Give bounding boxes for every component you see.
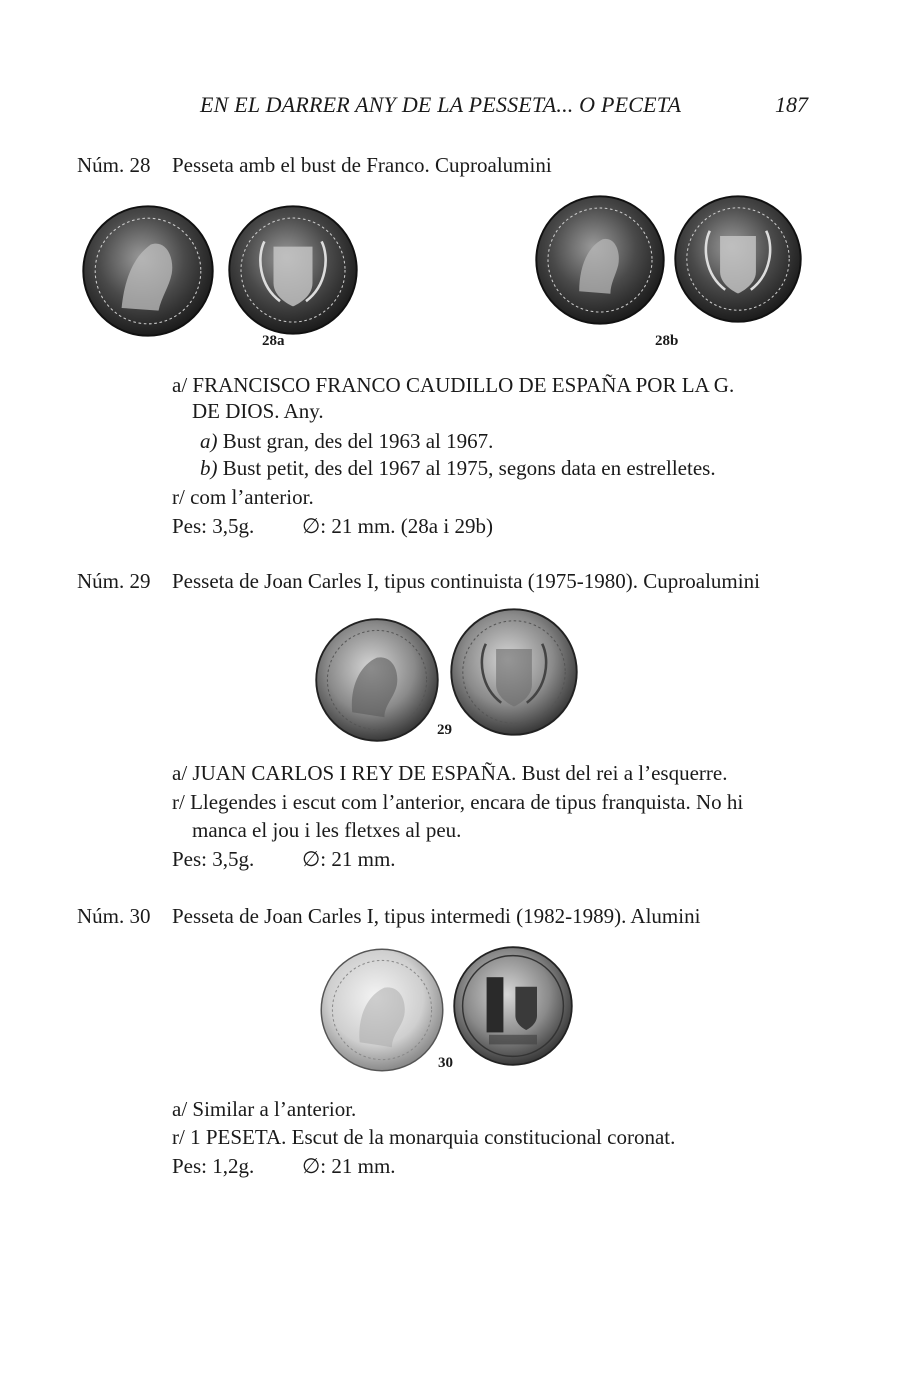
- entry-29-title: Pesseta de Joan Carles I, tipus continuista (1975-1980). Cuproalumini: [172, 569, 760, 593]
- coin-29-reverse-image: [450, 608, 578, 736]
- coin-28b-reverse-image: [674, 195, 802, 323]
- coin-caption-29: 29: [437, 722, 452, 738]
- coin-28a-obverse-image: [82, 205, 214, 337]
- entry-29-diameter: ∅: 21 mm.: [302, 847, 396, 871]
- entry-28-number: Núm. 28: [77, 153, 151, 177]
- entry-30-diameter: ∅: 21 mm.: [302, 1154, 396, 1178]
- variant-a-marker: a): [200, 429, 218, 453]
- coin-caption-30: 30: [438, 1055, 453, 1071]
- entry-29-obverse: a/ JUAN CARLOS I REY DE ESPAÑA. Bust del rei a l’esquerre.: [172, 761, 728, 785]
- entry-29-number: Núm. 29: [77, 569, 151, 593]
- entry-30-obverse: a/ Similar a l’anterior.: [172, 1097, 357, 1121]
- coin-30-reverse-image: [453, 946, 573, 1066]
- coin-30-obverse-image: [320, 948, 444, 1072]
- entry-29-reverse-line-2: manca el jou i les fletxes al peu.: [192, 818, 462, 842]
- entry-28-title: Pesseta amb el bust de Franco. Cuproalumini: [172, 153, 552, 177]
- entry-28-reverse: r/ com l’anterior.: [172, 485, 314, 509]
- coin-28b-obverse-image: [535, 195, 665, 325]
- entry-28-weight: Pes: 3,5g.: [172, 514, 255, 538]
- entry-30-title: Pesseta de Joan Carles I, tipus intermedi (1982-1989). Alumini: [172, 904, 701, 928]
- coin-caption-28a: 28a: [262, 333, 285, 349]
- running-header-title: EN EL DARRER ANY DE LA PESSETA... O PECETA: [200, 92, 682, 117]
- coin-29-obverse-image: [315, 618, 439, 742]
- entry-28-variant-b: [200, 455, 716, 481]
- entry-30-reverse: r/ 1 PESETA. Escut de la monarquia constitucional coronat.: [172, 1125, 676, 1149]
- coin-caption-28b: 28b: [655, 333, 679, 349]
- entry-29-reverse-line-1: r/ Llegendes i escut com l’anterior, encara de tipus franquista. No hi: [172, 790, 744, 814]
- entry-30-number: Núm. 30: [77, 904, 151, 928]
- variant-b-text: Bust petit, des del 1967 al 1975, segons data en estrelletes.: [217, 456, 716, 480]
- entry-28-variant-a: [200, 428, 493, 454]
- entry-28-diameter: ∅: 21 mm. (28a i 29b): [302, 514, 493, 538]
- coin-28a-reverse-image: [228, 205, 358, 335]
- entry-30-weight: Pes: 1,2g.: [172, 1154, 255, 1178]
- page-number: 187: [775, 92, 808, 117]
- entry-28-obverse-line-1: a/ FRANCISCO FRANCO CAUDILLO DE ESPAÑA POR LA G.: [172, 373, 735, 397]
- variant-b-marker: b): [200, 456, 218, 480]
- variant-a-text: Bust gran, des del 1963 al 1967.: [217, 429, 494, 453]
- entry-29-weight: Pes: 3,5g.: [172, 847, 255, 871]
- entry-28-obverse-line-2: DE DIOS. Any.: [192, 399, 324, 423]
